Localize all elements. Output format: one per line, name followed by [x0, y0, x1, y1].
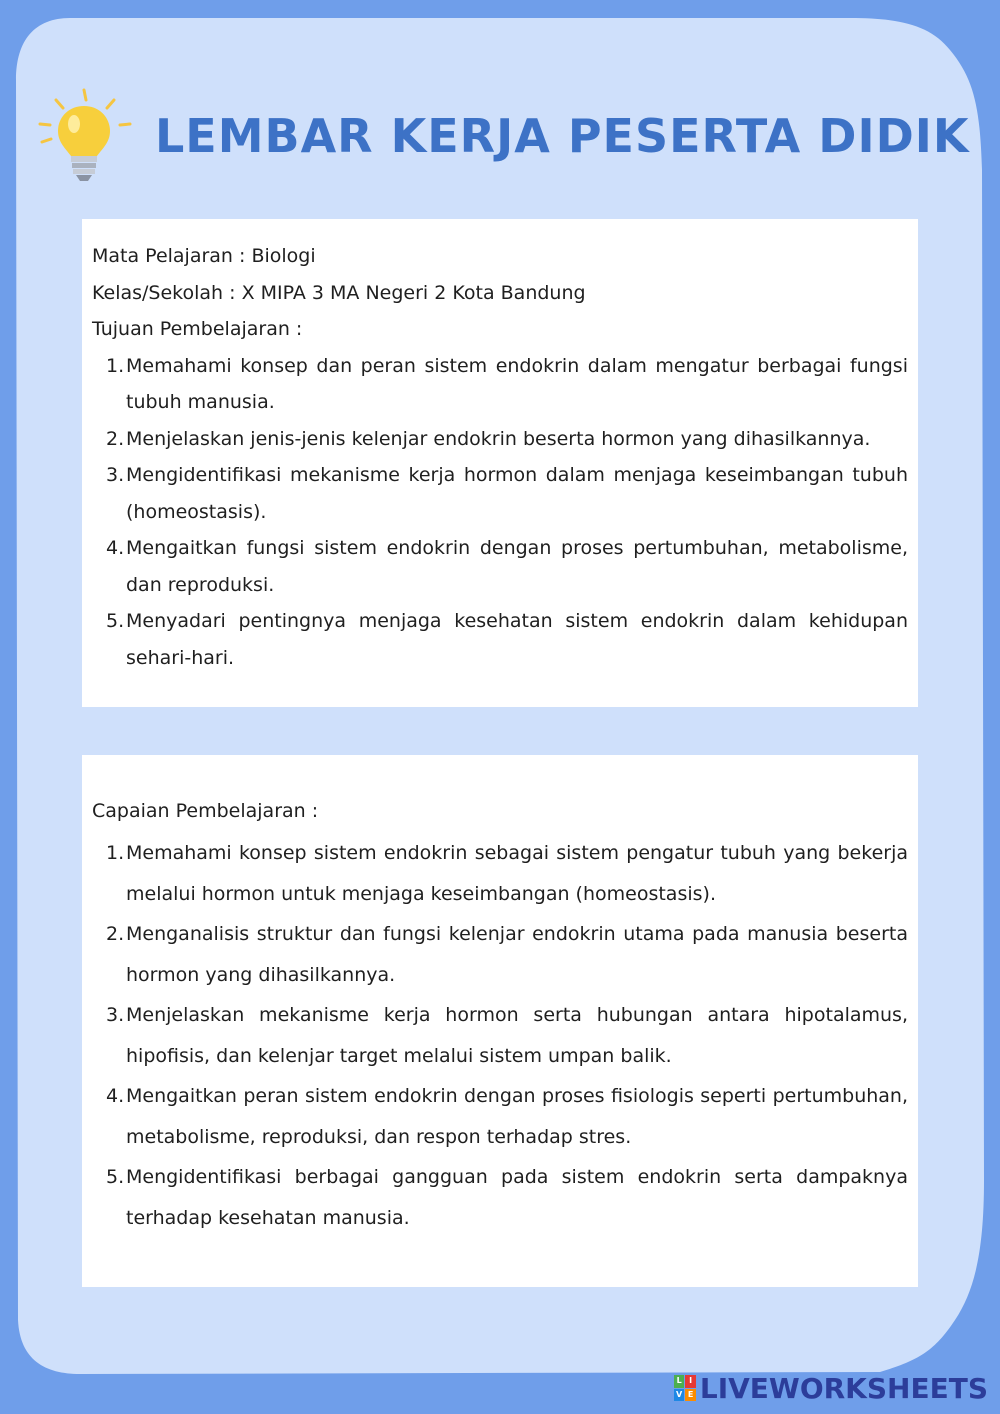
objective-text: Memahami konsep dan peran sistem endokrin dalam mengatur berbagai fungsi tubuh manusia.	[126, 354, 908, 413]
list-number: 5.	[106, 1166, 125, 1188]
list-number: 4.	[106, 537, 125, 559]
list-number: 5.	[106, 610, 125, 632]
badge-letter: V	[674, 1389, 685, 1402]
outcome-text: Menganalisis struktur dan fungsi kelenjar endokrin utama pada manusia beserta hormon yang dihasilkannya.	[126, 923, 908, 986]
list-item	[92, 995, 908, 1076]
objective-text: Menyadari pentingnya menjaga kesehatan sistem endokrin dalam kehidupan sehari-hari.	[126, 610, 908, 669]
list-number: 1.	[106, 354, 125, 377]
list-item	[92, 914, 908, 995]
list-number: 3.	[106, 1004, 125, 1026]
objectives-heading: Tujuan Pembelajaran :	[92, 318, 303, 340]
outcome-text: Memahami konsep sistem endokrin sebagai sistem pengatur tubuh yang bekerja melalui hormon untuk menjaga keseimbangan (homeostasis).	[126, 842, 908, 905]
lightbulb-icon	[34, 86, 134, 186]
list-item	[92, 1157, 908, 1238]
list-item	[92, 833, 908, 914]
class-school-label: Kelas/Sekolah : X MIPA 3 MA Negeri 2 Kota Bandung	[92, 281, 586, 304]
list-number: 2.	[106, 923, 125, 945]
objectives-list	[92, 348, 908, 677]
subject-label: Mata Pelajaran : Biologi	[92, 245, 316, 267]
list-number: 1.	[106, 842, 125, 864]
outcomes-heading: Capaian Pembelajaran :	[92, 800, 319, 822]
list-item	[92, 530, 908, 603]
outcomes-list	[92, 833, 908, 1238]
badge-letter: I	[685, 1375, 696, 1388]
outcomes-card	[82, 755, 918, 1287]
brand-name: LIVEWORKSHEETS	[699, 1371, 988, 1405]
list-item	[92, 1076, 908, 1157]
objective-text: Mengidentifikasi mekanisme kerja hormon dalam menjaga keseimbangan tubuh (homeostasis).	[126, 464, 908, 523]
list-number: 4.	[106, 1085, 125, 1107]
page-title: LEMBAR KERJA PESERTA DIDIK	[155, 109, 970, 163]
objective-text: Menjelaskan jenis-jenis kelenjar endokrin beserta hormon yang dihasilkannya.	[126, 427, 871, 450]
objective-text: Mengaitkan fungsi sistem endokrin dengan proses pertumbuhan, metabolisme, dan reproduksi.	[126, 537, 908, 596]
outcome-text: Mengidentifikasi berbagai gangguan pada sistem endokrin serta dampaknya terhadap kesehatan manusia.	[126, 1166, 908, 1229]
list-number: 3.	[106, 464, 125, 486]
list-item	[92, 421, 908, 458]
outcome-text: Mengaitkan peran sistem endokrin dengan proses fisiologis seperti pertumbuhan, metabolisme, reproduksi, dan respon terhadap stres.	[126, 1085, 908, 1148]
info-card	[82, 219, 918, 707]
badge-letter: E	[685, 1389, 696, 1402]
liveworksheets-logo[interactable]	[674, 1372, 988, 1404]
list-item	[92, 457, 908, 530]
list-item	[92, 348, 908, 421]
list-number: 2.	[106, 427, 125, 450]
badge-letter: L	[674, 1375, 685, 1388]
outcome-text: Menjelaskan mekanisme kerja hormon serta hubungan antara hipotalamus, hipofisis, dan kelenjar target melalui sistem umpan balik.	[126, 1004, 908, 1067]
list-item	[92, 603, 908, 676]
liveworksheets-badge-icon	[674, 1375, 696, 1401]
